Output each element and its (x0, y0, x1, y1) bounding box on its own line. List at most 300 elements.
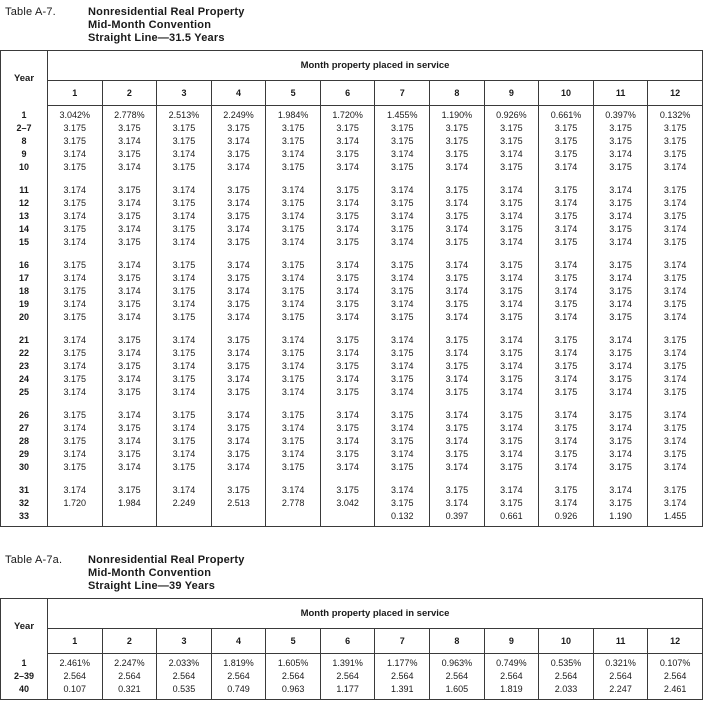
rate-cell: 3.042% (48, 106, 103, 123)
year-cell: 12 (1, 197, 48, 210)
spacer-row (1, 249, 703, 259)
rate-cell: 3.174 (157, 210, 212, 223)
rate-cell: 3.174 (211, 285, 266, 298)
rate-cell: 3.175 (157, 373, 212, 386)
rate-cell: 3.175 (211, 210, 266, 223)
rate-cell: 3.175 (484, 285, 539, 298)
rate-cell (48, 249, 103, 259)
rate-cell: 3.175 (102, 484, 157, 497)
rate-cell: 3.175 (539, 236, 594, 249)
rate-cell: 3.175 (648, 360, 703, 373)
rate-cell: 3.175 (157, 197, 212, 210)
rate-cell (48, 324, 103, 334)
rate-cell (539, 399, 594, 409)
rate-cell: 3.174 (430, 347, 485, 360)
rate-cell: 3.175 (539, 386, 594, 399)
rate-cell: 3.174 (484, 298, 539, 311)
rate-cell: 3.175 (266, 311, 321, 324)
rate-cell: 3.175 (211, 272, 266, 285)
rate-cell: 3.174 (48, 386, 103, 399)
rate-cell: 3.174 (102, 285, 157, 298)
month-column-header: 1 (48, 81, 103, 106)
table-row (1, 448, 703, 461)
title-line: Nonresidential Real Property (88, 6, 245, 18)
rate-cell: 3.175 (266, 223, 321, 236)
rate-cell (375, 249, 430, 259)
year-cell (1, 399, 48, 409)
rate-cell (266, 399, 321, 409)
rate-cell: 0.321 (102, 683, 157, 700)
rate-cell (648, 474, 703, 484)
header-row-top (1, 599, 703, 629)
rate-cell: 3.175 (648, 334, 703, 347)
table-row (1, 334, 703, 347)
rate-cell: 3.175 (211, 334, 266, 347)
rate-cell (539, 249, 594, 259)
rate-cell: 3.175 (211, 236, 266, 249)
rate-cell: 1.605 (430, 683, 485, 700)
rate-cell: 3.174 (648, 161, 703, 174)
rate-cell: 2.564 (593, 670, 648, 683)
rate-cell (539, 474, 594, 484)
rate-cell (484, 474, 539, 484)
year-cell: 29 (1, 448, 48, 461)
rate-cell: 3.174 (648, 259, 703, 272)
month-group-header: Month property placed in service (48, 599, 703, 629)
rate-cell: 3.174 (266, 148, 321, 161)
rate-cell (102, 474, 157, 484)
rate-cell: 3.174 (211, 409, 266, 422)
table-row (1, 683, 703, 700)
rate-cell: 3.174 (484, 360, 539, 373)
header-row-months (1, 81, 703, 106)
table-row (1, 148, 703, 161)
rate-cell (648, 249, 703, 259)
year-cell: 14 (1, 223, 48, 236)
year-cell: 8 (1, 135, 48, 148)
rate-cell: 3.175 (320, 484, 375, 497)
month-column-header: 7 (375, 629, 430, 654)
rate-cell: 2.461 (648, 683, 703, 700)
rate-cell (430, 324, 485, 334)
rate-cell: 3.175 (266, 373, 321, 386)
rate-cell: 3.175 (266, 161, 321, 174)
rate-cell: 3.174 (430, 285, 485, 298)
table-a7-title (88, 6, 245, 45)
rate-cell: 3.174 (593, 448, 648, 461)
rate-cell: 3.174 (430, 373, 485, 386)
rate-cell: 3.174 (211, 461, 266, 474)
rate-cell: 3.174 (157, 484, 212, 497)
rate-cell: 3.175 (102, 122, 157, 135)
rate-cell: 1.984% (266, 106, 321, 123)
rate-cell: 3.174 (266, 386, 321, 399)
rate-cell: 2.564 (211, 670, 266, 683)
rate-cell (375, 324, 430, 334)
rate-cell: 3.175 (648, 122, 703, 135)
header-row-top (1, 51, 703, 81)
table-row (1, 373, 703, 386)
rate-cell: 0.107 (48, 683, 103, 700)
rate-cell: 3.175 (430, 148, 485, 161)
rate-cell: 3.175 (539, 484, 594, 497)
rate-cell: 3.174 (648, 373, 703, 386)
table-row (1, 210, 703, 223)
table-row (1, 386, 703, 399)
rate-cell: 3.175 (375, 373, 430, 386)
rate-cell: 2.033 (539, 683, 594, 700)
rate-cell (484, 249, 539, 259)
rate-cell (211, 174, 266, 184)
rate-cell: 3.175 (266, 259, 321, 272)
rate-cell (320, 474, 375, 484)
rate-cell (211, 399, 266, 409)
rate-cell: 3.174 (48, 148, 103, 161)
rate-cell: 2.564 (430, 670, 485, 683)
rate-cell (266, 510, 321, 527)
rate-cell: 3.175 (266, 197, 321, 210)
rate-cell: 3.175 (320, 272, 375, 285)
rate-cell: 1.605% (266, 654, 321, 671)
rate-cell: 3.175 (48, 461, 103, 474)
rate-cell: 3.175 (430, 236, 485, 249)
table-a7-caption (0, 6, 703, 45)
month-column-header: 4 (211, 81, 266, 106)
rate-cell: 3.174 (593, 360, 648, 373)
rate-cell: 3.175 (266, 122, 321, 135)
rate-cell: 1.177% (375, 654, 430, 671)
spacer-row (1, 324, 703, 334)
rate-cell (157, 474, 212, 484)
rate-cell: 3.174 (211, 197, 266, 210)
rate-cell: 3.174 (211, 135, 266, 148)
rate-cell: 3.175 (320, 334, 375, 347)
rate-cell: 3.174 (648, 497, 703, 510)
header-row-months (1, 629, 703, 654)
month-group-header: Month property placed in service (48, 51, 703, 81)
rate-cell: 3.174 (539, 285, 594, 298)
rate-cell: 1.819% (211, 654, 266, 671)
year-cell: 13 (1, 210, 48, 223)
rate-cell: 3.175 (648, 148, 703, 161)
year-cell: 17 (1, 272, 48, 285)
rate-cell: 3.175 (102, 210, 157, 223)
rate-cell: 1.720% (320, 106, 375, 123)
rate-cell: 3.174 (539, 197, 594, 210)
table-row (1, 409, 703, 422)
rate-cell: 3.174 (320, 161, 375, 174)
rate-cell: 3.175 (430, 210, 485, 223)
rate-cell (102, 399, 157, 409)
rate-cell (484, 324, 539, 334)
rate-cell: 3.174 (430, 435, 485, 448)
rate-cell: 0.107% (648, 654, 703, 671)
rate-cell: 3.174 (48, 484, 103, 497)
rate-cell: 3.175 (648, 184, 703, 197)
rate-cell: 3.175 (539, 298, 594, 311)
rate-cell: 3.175 (157, 135, 212, 148)
table-row (1, 422, 703, 435)
rate-cell (102, 510, 157, 527)
title-line: Mid-Month Convention (88, 567, 212, 579)
rate-cell: 3.174 (320, 259, 375, 272)
rate-cell: 3.174 (102, 347, 157, 360)
rate-cell: 3.174 (593, 184, 648, 197)
rate-cell: 3.174 (648, 223, 703, 236)
rate-cell: 3.174 (102, 461, 157, 474)
rate-cell: 3.175 (102, 298, 157, 311)
rate-cell: 3.174 (320, 311, 375, 324)
year-cell: 21 (1, 334, 48, 347)
rate-cell: 3.174 (266, 448, 321, 461)
rate-cell: 3.175 (430, 298, 485, 311)
rate-cell: 3.174 (593, 298, 648, 311)
rate-cell: 3.175 (266, 285, 321, 298)
rate-cell: 3.175 (48, 259, 103, 272)
rate-cell: 3.175 (484, 259, 539, 272)
rate-cell: 3.174 (102, 223, 157, 236)
rate-cell: 3.174 (320, 285, 375, 298)
rate-cell: 3.175 (211, 448, 266, 461)
rate-cell (157, 174, 212, 184)
rate-cell: 3.174 (48, 448, 103, 461)
rate-cell: 3.175 (211, 148, 266, 161)
rate-cell: 3.175 (320, 298, 375, 311)
rate-cell: 3.175 (48, 223, 103, 236)
month-column-header: 7 (375, 81, 430, 106)
table-a7-section (0, 6, 703, 527)
month-column-header: 11 (593, 81, 648, 106)
rate-cell: 3.175 (48, 135, 103, 148)
rate-cell: 3.175 (157, 409, 212, 422)
rate-cell: 3.175 (484, 497, 539, 510)
rate-cell: 3.175 (593, 122, 648, 135)
rate-cell: 3.174 (102, 409, 157, 422)
rate-cell: 3.175 (593, 197, 648, 210)
rate-cell (211, 474, 266, 484)
table-row (1, 298, 703, 311)
rate-cell: 3.175 (157, 311, 212, 324)
rate-cell: 2.778% (102, 106, 157, 123)
table-row (1, 484, 703, 497)
rate-cell: 3.175 (375, 311, 430, 324)
rate-cell: 3.174 (320, 197, 375, 210)
year-cell (1, 324, 48, 334)
year-cell: 26 (1, 409, 48, 422)
rate-cell: 3.175 (102, 360, 157, 373)
rate-cell: 3.174 (320, 435, 375, 448)
rate-cell: 3.175 (539, 272, 594, 285)
rate-cell: 3.174 (430, 409, 485, 422)
rate-cell: 3.174 (593, 272, 648, 285)
rate-cell: 3.174 (102, 373, 157, 386)
rate-cell: 3.175 (593, 373, 648, 386)
year-cell: 2–7 (1, 122, 48, 135)
rate-cell: 3.174 (539, 497, 594, 510)
rate-cell: 2.564 (48, 670, 103, 683)
rate-cell (375, 399, 430, 409)
rate-cell (211, 249, 266, 259)
rate-cell: 3.175 (375, 461, 430, 474)
year-cell: 1 (1, 106, 48, 123)
rate-cell: 1.455 (648, 510, 703, 527)
rate-cell: 3.174 (157, 298, 212, 311)
rate-cell: 3.175 (48, 285, 103, 298)
rate-cell: 3.174 (157, 360, 212, 373)
rate-cell (320, 249, 375, 259)
rate-cell: 3.175 (48, 347, 103, 360)
rate-cell: 3.174 (266, 422, 321, 435)
year-cell: 31 (1, 484, 48, 497)
rate-cell: 3.174 (48, 184, 103, 197)
rate-cell: 3.174 (375, 448, 430, 461)
rate-cell (157, 510, 212, 527)
month-column-header: 6 (320, 81, 375, 106)
rate-cell: 3.175 (266, 347, 321, 360)
table-row (1, 311, 703, 324)
rate-cell: 3.175 (211, 386, 266, 399)
rate-cell: 3.174 (484, 422, 539, 435)
rate-cell: 3.174 (157, 272, 212, 285)
rate-cell: 3.175 (266, 409, 321, 422)
rate-cell: 3.175 (157, 285, 212, 298)
rate-cell (48, 174, 103, 184)
rate-cell (430, 174, 485, 184)
rate-cell: 3.174 (211, 223, 266, 236)
rate-cell: 3.174 (539, 259, 594, 272)
rate-cell: 3.175 (266, 135, 321, 148)
rate-cell: 2.564 (266, 670, 321, 683)
rate-cell: 3.175 (48, 161, 103, 174)
rate-cell: 3.174 (593, 210, 648, 223)
rate-cell: 3.175 (157, 223, 212, 236)
month-column-header: 10 (539, 81, 594, 106)
rate-cell: 3.175 (48, 122, 103, 135)
rate-cell: 3.174 (593, 484, 648, 497)
year-cell: 28 (1, 435, 48, 448)
rate-cell (102, 324, 157, 334)
year-cell: 23 (1, 360, 48, 373)
rate-cell (430, 474, 485, 484)
table-a7a-section (0, 554, 703, 700)
rate-cell: 3.175 (157, 347, 212, 360)
month-column-header: 5 (266, 629, 321, 654)
rate-cell: 3.175 (539, 360, 594, 373)
rate-cell: 3.175 (48, 373, 103, 386)
rate-cell: 3.175 (593, 311, 648, 324)
table-row (1, 347, 703, 360)
rate-cell: 3.175 (375, 347, 430, 360)
rate-cell: 3.175 (375, 223, 430, 236)
rate-cell (593, 474, 648, 484)
rate-cell: 0.535% (539, 654, 594, 671)
rate-cell: 3.175 (320, 386, 375, 399)
rate-cell: 2.564 (157, 670, 212, 683)
rate-cell: 3.174 (266, 236, 321, 249)
table-row (1, 223, 703, 236)
rate-cell: 3.174 (375, 272, 430, 285)
year-cell: 9 (1, 148, 48, 161)
rate-cell: 1.720 (48, 497, 103, 510)
rate-cell (539, 174, 594, 184)
rate-cell: 2.564 (539, 670, 594, 683)
spacer-row (1, 474, 703, 484)
table-row (1, 435, 703, 448)
rate-cell: 3.174 (102, 161, 157, 174)
rate-cell: 1.190 (593, 510, 648, 527)
rate-cell (430, 399, 485, 409)
table-row (1, 106, 703, 123)
year-cell: 10 (1, 161, 48, 174)
rate-cell: 3.175 (648, 386, 703, 399)
rate-cell: 3.175 (539, 135, 594, 148)
rate-cell: 3.174 (539, 409, 594, 422)
rate-cell: 3.175 (102, 184, 157, 197)
rate-cell: 3.175 (157, 259, 212, 272)
year-cell: 11 (1, 184, 48, 197)
rate-cell: 3.175 (539, 184, 594, 197)
rate-cell: 3.175 (648, 236, 703, 249)
rate-cell: 3.174 (430, 223, 485, 236)
rate-cell: 0.926 (539, 510, 594, 527)
rate-cell: 0.321% (593, 654, 648, 671)
rate-cell (593, 249, 648, 259)
rate-cell: 3.175 (648, 210, 703, 223)
rate-cell: 3.175 (648, 484, 703, 497)
year-cell (1, 174, 48, 184)
table-row (1, 360, 703, 373)
rate-cell: 2.564 (102, 670, 157, 683)
rate-cell: 3.174 (484, 148, 539, 161)
rate-cell: 3.174 (648, 285, 703, 298)
rate-cell: 3.175 (593, 409, 648, 422)
rate-cell: 3.174 (539, 223, 594, 236)
year-column-header: Year (1, 51, 48, 106)
rate-cell: 3.174 (157, 334, 212, 347)
rate-cell: 3.174 (375, 386, 430, 399)
rate-cell: 3.175 (430, 135, 485, 148)
rate-cell: 3.174 (48, 272, 103, 285)
rate-cell: 3.175 (266, 435, 321, 448)
rate-cell (539, 324, 594, 334)
rate-cell: 3.174 (484, 184, 539, 197)
rate-cell: 3.175 (648, 448, 703, 461)
rate-cell: 3.175 (593, 135, 648, 148)
rate-cell: 3.175 (157, 461, 212, 474)
rate-cell: 3.174 (375, 184, 430, 197)
rate-cell: 3.174 (48, 236, 103, 249)
rate-cell: 0.963 (266, 683, 321, 700)
rate-cell: 0.926% (484, 106, 539, 123)
title-line: Nonresidential Real Property (88, 554, 245, 566)
rate-cell (157, 399, 212, 409)
rate-cell (266, 174, 321, 184)
rate-cell: 3.174 (593, 334, 648, 347)
rate-cell: 3.175 (102, 422, 157, 435)
rate-cell: 3.175 (375, 259, 430, 272)
rate-cell: 3.175 (484, 373, 539, 386)
rate-cell: 3.174 (320, 409, 375, 422)
year-cell: 16 (1, 259, 48, 272)
rate-cell: 3.174 (211, 259, 266, 272)
depreciation-table-31-5yr (0, 50, 703, 527)
month-column-header: 9 (484, 81, 539, 106)
rate-cell (593, 324, 648, 334)
table-a7a-label: Table A-7a. (5, 554, 63, 566)
rate-cell: 2.513 (211, 497, 266, 510)
rate-cell: 3.175 (211, 422, 266, 435)
rate-cell: 3.174 (648, 197, 703, 210)
